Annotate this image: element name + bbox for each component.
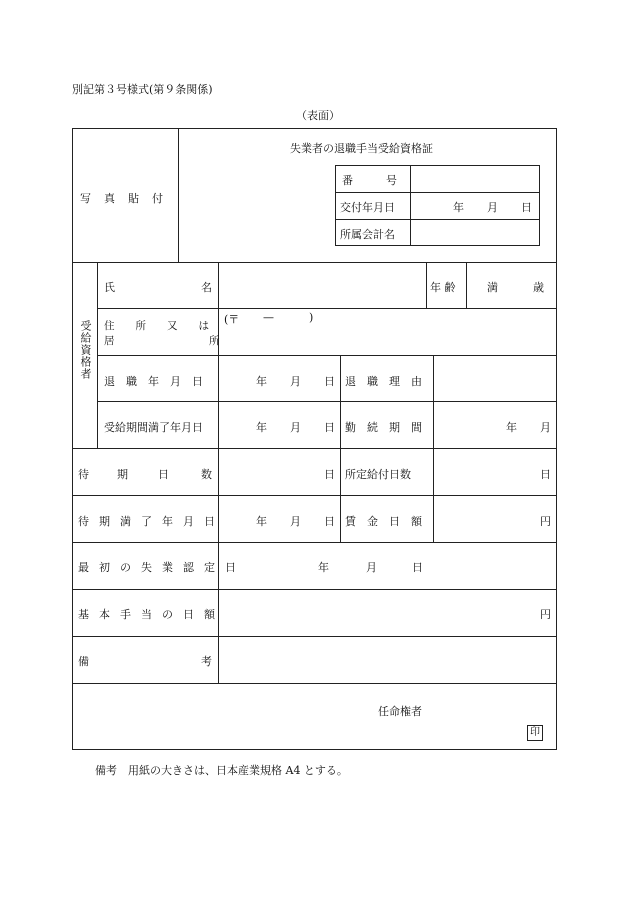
remarks-label-a: 備 [78,655,89,668]
waiting-days-label-d: 数 [201,468,212,481]
basic-allowance-label: 基 本 手 当 の 日 額 [78,608,215,621]
issue-year-unit: 年 [453,201,464,214]
certificate-title: 失業者の退職手当受給資格証 [290,142,433,155]
office-label: 所属会計名 [340,228,395,241]
waiting-end-day-unit: 日 [324,515,335,528]
photo-area-label: 写 真 貼 付 [80,192,164,205]
first-recognition-label: 最 初 の 失 業 認 定 日 [78,561,236,574]
retire-date-label: 退 職 年 月 日 [104,375,203,388]
service-year-unit: 年 [506,421,517,434]
age-label: 年 齢 [430,281,456,294]
postal-open: (〒 [224,313,240,326]
waiting-days-unit: 日 [324,468,335,481]
waiting-end-label: 待 期 満 了 年 月 日 [78,515,215,528]
first-recognition-day-unit: 日 [412,561,423,574]
first-recognition-year-unit: 年 [318,561,329,574]
issue-date-label: 交付年月日 [340,201,395,214]
waiting-days-label-c: 日 [158,468,169,481]
wage-label: 賃 金 日 額 [345,515,422,528]
waiting-days-label-b: 期 [117,468,128,481]
address-label-b: 居 所 [104,335,220,347]
waiting-days-label-a: 待 [78,468,89,481]
benefit-end-year-unit: 年 [256,421,267,434]
waiting-end-month-unit: 月 [290,515,301,528]
benefit-end-day-unit: 日 [324,421,335,434]
wage-unit: 円 [540,515,551,528]
retire-day-unit: 日 [324,375,335,388]
benefit-days-unit: 日 [540,468,551,481]
waiting-end-year-unit: 年 [256,515,267,528]
address-label-a: 住 所 又 は [104,320,209,332]
name-label-b: 名 [201,281,212,294]
benefit-end-label: 受給期間満了年月日 [104,421,203,434]
issue-day-unit: 日 [521,201,532,214]
form-id: 別記第３号様式(第９条関係) [72,83,213,96]
number-label: 番 号 [342,174,397,187]
postal-dash: — [263,311,274,324]
benefit-days-label: 所定給付日数 [345,468,411,481]
postal-close: ) [309,311,314,324]
service-label: 勤 続 期 間 [345,421,422,434]
remarks-label-b: 考 [201,655,212,668]
seal-mark: 印 [527,725,543,741]
age-unit-a: 満 [487,281,498,294]
basic-allowance-unit: 円 [540,608,551,621]
paper-size-note: 備考 用紙の大きさは、日本産業規格 A4 とする。 [95,764,348,777]
recipient-group-label: 受給資格者 [79,320,92,380]
first-recognition-month-unit: 月 [366,561,377,574]
age-unit-b: 歳 [533,281,544,294]
retire-reason-label: 退 職 理 由 [345,375,422,388]
form-side: （表面） [296,109,340,122]
retire-month-unit: 月 [290,375,301,388]
name-label-a: 氏 [104,281,115,294]
retire-year-unit: 年 [256,375,267,388]
service-month-unit: 月 [540,421,551,434]
appointer-label: 任命権者 [378,705,422,718]
benefit-end-month-unit: 月 [290,421,301,434]
issue-month-unit: 月 [487,201,498,214]
